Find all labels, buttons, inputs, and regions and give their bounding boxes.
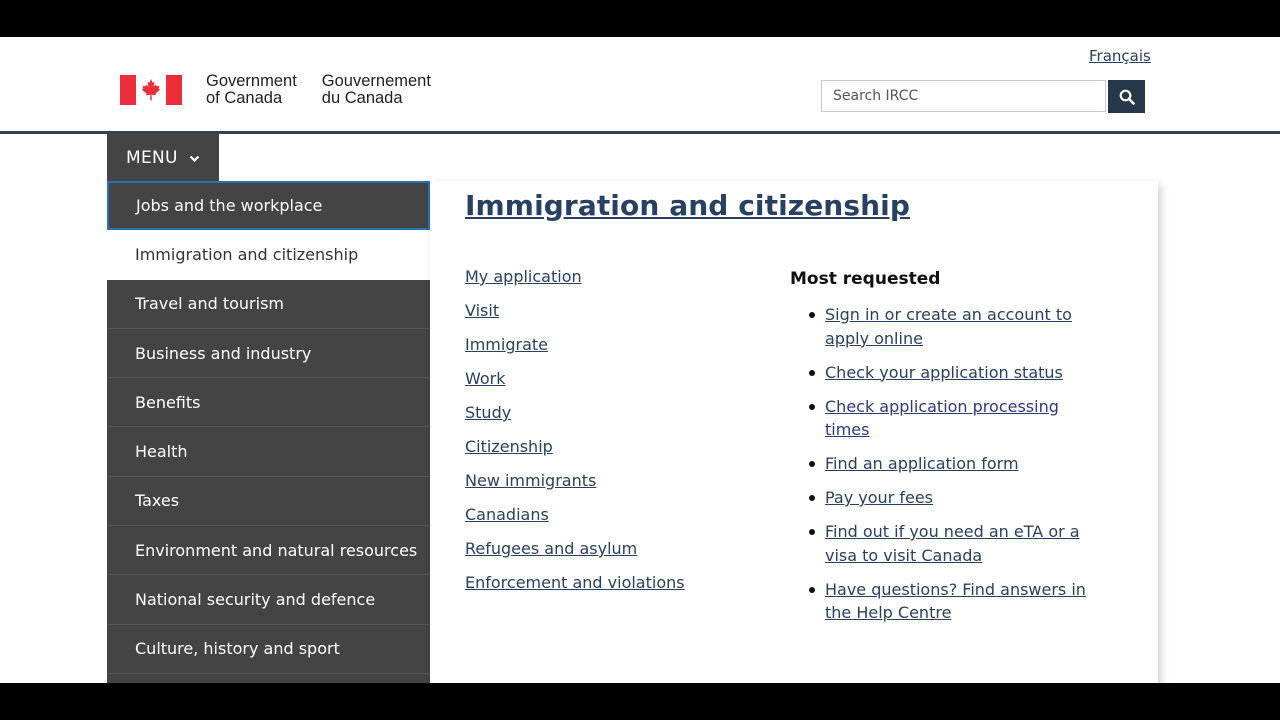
subtopic-link-citizenship[interactable]: Citizenship xyxy=(465,437,553,456)
subtopic-link-my-application[interactable]: My application xyxy=(465,267,582,286)
list-item xyxy=(465,539,685,573)
list-item xyxy=(465,369,685,403)
list-item xyxy=(790,361,1090,385)
list-item xyxy=(465,573,685,607)
menu-item-immigration[interactable] xyxy=(107,230,430,279)
canada-flag-icon xyxy=(120,75,182,105)
menu-item-label: National security and defence xyxy=(135,590,376,610)
most-requested-link-sign-in[interactable]: Sign in or create an account to apply online xyxy=(825,305,1072,348)
menu-item-benefits[interactable] xyxy=(107,378,430,427)
list-item xyxy=(790,578,1090,625)
list-item xyxy=(465,437,685,471)
search-icon xyxy=(1119,89,1135,105)
menu-button-label: MENU xyxy=(126,147,178,168)
menu-item-label: Environment and natural resources xyxy=(135,540,418,560)
subtopic-link-visit[interactable]: Visit xyxy=(465,301,500,320)
menu-button[interactable] xyxy=(107,134,219,181)
subtopic-list xyxy=(465,267,685,607)
panel-title-link[interactable]: Immigration and citizenship xyxy=(465,189,910,222)
menu-item-health[interactable] xyxy=(107,427,430,476)
subtopic-link-refugees[interactable]: Refugees and asylum xyxy=(465,539,638,558)
menu-item-travel[interactable] xyxy=(107,280,430,329)
most-requested-link-help-centre[interactable]: Have questions? Find answers in the Help Centre xyxy=(825,579,1086,622)
subtopic-link-work[interactable]: Work xyxy=(465,369,506,388)
bullet-icon xyxy=(809,404,815,410)
subtopic-link-immigrate[interactable]: Immigrate xyxy=(465,335,548,354)
menu-item-business[interactable] xyxy=(107,329,430,378)
menu-item-taxes[interactable] xyxy=(107,477,430,526)
list-item xyxy=(465,403,685,437)
bullet-icon xyxy=(809,587,815,593)
list-item xyxy=(790,486,1090,510)
list-item xyxy=(465,505,685,539)
most-requested-link-processing-times[interactable]: Check application processing times xyxy=(825,396,1059,439)
list-item xyxy=(465,335,685,369)
list-item xyxy=(465,267,685,301)
most-requested-list xyxy=(790,303,1090,635)
page xyxy=(0,37,1280,683)
menu-item-label: Health xyxy=(135,442,188,462)
menu-item-more[interactable] xyxy=(107,674,430,683)
menu-item-label: Culture, history and sport xyxy=(135,639,340,659)
subtopic-link-new-immigrants[interactable]: New immigrants xyxy=(465,471,597,490)
most-requested-link-fees[interactable]: Pay your fees xyxy=(825,488,934,507)
list-item xyxy=(790,452,1090,476)
subtopic-link-canadians[interactable]: Canadians xyxy=(465,505,549,524)
list-item xyxy=(790,395,1090,442)
menu-item-environment[interactable] xyxy=(107,526,430,575)
menu-item-label: Business and industry xyxy=(135,343,312,363)
bullet-icon xyxy=(809,529,815,535)
government-signature[interactable] xyxy=(120,74,431,106)
subtopic-link-enforcement[interactable]: Enforcement and violations xyxy=(465,573,685,592)
bullet-icon xyxy=(809,461,815,467)
subtopic-link-study[interactable]: Study xyxy=(465,403,512,422)
brand-french: Gouvernement du Canada xyxy=(321,72,431,107)
menu-item-culture[interactable] xyxy=(107,625,430,674)
menu-item-label: Travel and tourism xyxy=(135,294,284,314)
menu-item-label: Jobs and the workplace xyxy=(136,196,323,216)
bullet-icon xyxy=(809,495,815,501)
bullet-icon xyxy=(809,312,815,318)
most-requested-link-eta[interactable]: Find out if you need an eTA or a visa to visit Canada xyxy=(825,522,1080,565)
list-item xyxy=(790,520,1090,567)
menu-item-security[interactable] xyxy=(107,575,430,624)
list-item xyxy=(465,301,685,335)
list-item xyxy=(790,303,1090,350)
most-requested-link-status[interactable]: Check your application status xyxy=(825,362,1063,382)
search-input[interactable] xyxy=(821,80,1106,112)
topic-menu xyxy=(107,181,430,683)
menu-item-label: Immigration and citizenship xyxy=(135,244,359,264)
submenu-panel xyxy=(430,181,1158,683)
menu-item-label: Taxes xyxy=(135,491,180,511)
menu-item-jobs[interactable] xyxy=(107,181,430,230)
search-button[interactable] xyxy=(1108,80,1145,113)
brand-english: Government of Canada xyxy=(206,72,297,107)
menu-item-label: Benefits xyxy=(135,392,201,412)
chevron-down-icon xyxy=(189,155,200,163)
most-requested-link-form[interactable]: Find an application form xyxy=(825,454,1019,473)
bullet-icon xyxy=(809,370,815,376)
most-requested-heading: Most requested xyxy=(790,269,941,289)
list-item xyxy=(465,471,685,505)
language-toggle-link[interactable]: Français xyxy=(1089,47,1151,65)
